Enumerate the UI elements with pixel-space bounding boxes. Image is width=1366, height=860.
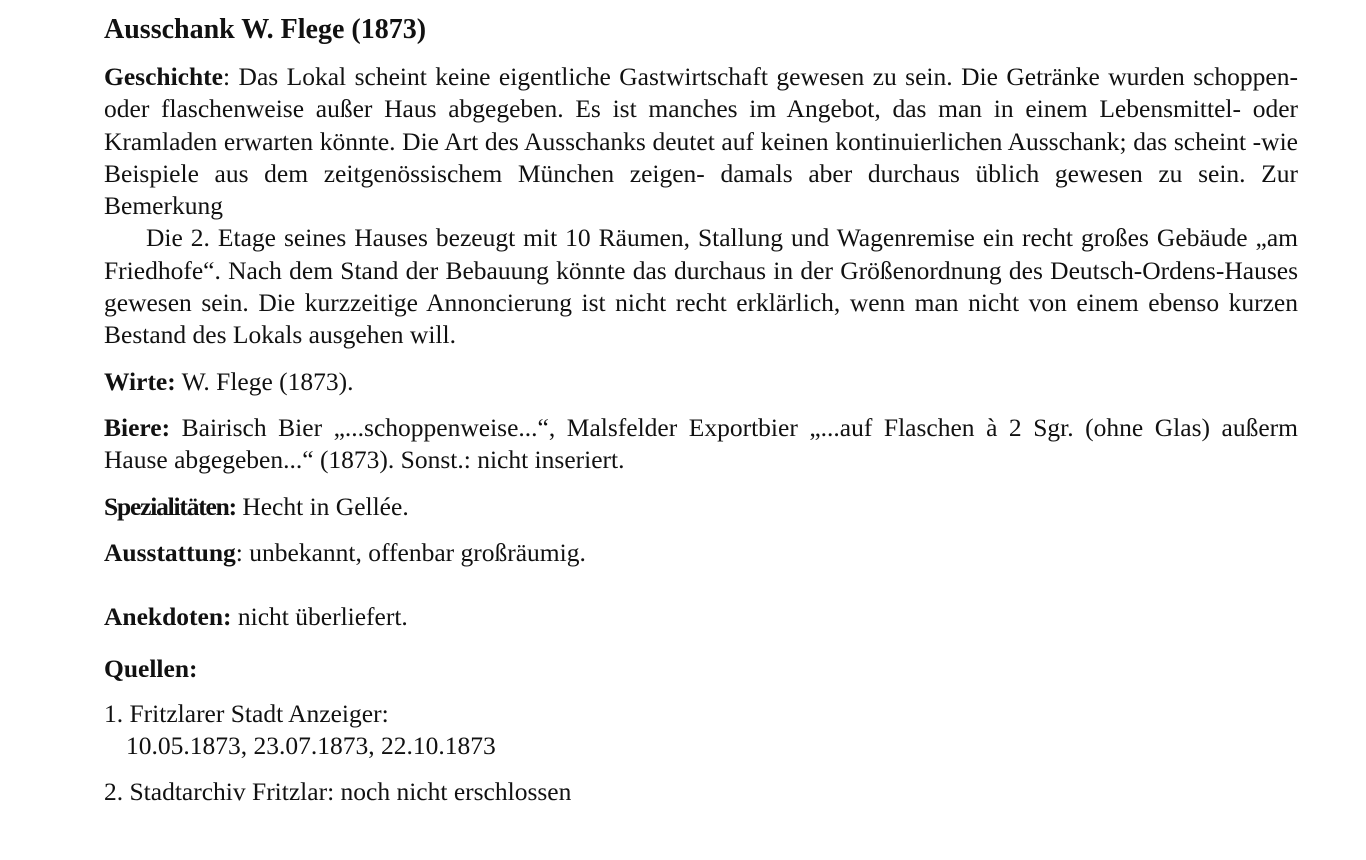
quellen-list	[104, 698, 1298, 808]
ausstattung-paragraph	[104, 537, 1298, 569]
document-page	[104, 12, 1298, 808]
geschichte-paragraph	[104, 61, 1298, 222]
quellen-item	[104, 776, 1298, 808]
geschichte-paragraph-2: Die 2. Etage seines Hauses bezeugt mit 10 Räumen, Stallung und Wagenremise ein recht großes Gebäude „am Friedhofe“. Nach dem Stand der Bebauung könnte das durchaus in der Größenordnung des Deutsch-Ordens-Hauses gewesen sein. Die kurzzeitige Annoncierung ist nicht recht erklärlich, wenn man nicht von einem ebenso kurzen Bestand des Lokals ausgehen will.	[104, 223, 1298, 350]
ausstattung-text: : unbekannt, offenbar großräumig.	[235, 537, 586, 567]
quellen-item-title: 2. Stadtarchiv Fritzlar: noch nicht erschlossen	[104, 776, 572, 806]
quellen-item-dates: 10.05.1873, 23.07.1873, 22.10.1873	[126, 730, 496, 760]
biere-label: Biere:	[104, 412, 171, 442]
spezialitaeten-text: Hecht in Gellée.	[235, 491, 409, 521]
page-title: Ausschank W. Flege (1873)	[104, 14, 427, 45]
quellen-label: Quellen:	[104, 654, 198, 684]
wirte-paragraph	[104, 366, 1298, 398]
geschichte-text: : Das Lokal scheint keine eigentliche Gastwirtschaft gewesen zu sein. Die Getränke wurden schoppen- oder flaschenweise außer Haus abgegeben. Es ist manches im Angebot, das man in einem Lebensmittel- oder Kramladen erwarten könnte. Die Art des Ausschanks deutet auf keinen kontinuierlichen Ausschank; das scheint -wie Beispiele aus dem zeitgenössischem München zeigen- damals aber durchaus üblich gewesen zu sein. Zur Bemerkung	[104, 62, 1298, 221]
anekdoten-paragraph	[104, 601, 1298, 633]
quellen-heading	[104, 653, 1298, 685]
anekdoten-text: nicht überliefert.	[231, 602, 408, 632]
anekdoten-label: Anekdoten:	[104, 602, 232, 632]
biere-paragraph	[104, 412, 1298, 477]
quellen-item	[104, 698, 1298, 762]
wirte-text: W. Flege (1873).	[175, 366, 354, 396]
quellen-item-title: 1. Fritzlarer Stadt Anzeiger:	[104, 698, 389, 728]
wirte-label: Wirte:	[104, 366, 176, 396]
spezialitaeten-paragraph	[104, 491, 1298, 523]
spezialitaeten-label: Spezialitäten:	[104, 491, 236, 521]
biere-text: Bairisch Bier „...schoppenweise...“, Malsfelder Exportbier „...auf Flaschen à 2 Sgr. (ohne Glas) außerm Hause abgegeben...“ (1873). Sonst.: nicht inseriert.	[104, 412, 1298, 475]
ausstattung-label: Ausstattung	[104, 537, 236, 567]
geschichte-label: Geschichte	[104, 62, 223, 91]
